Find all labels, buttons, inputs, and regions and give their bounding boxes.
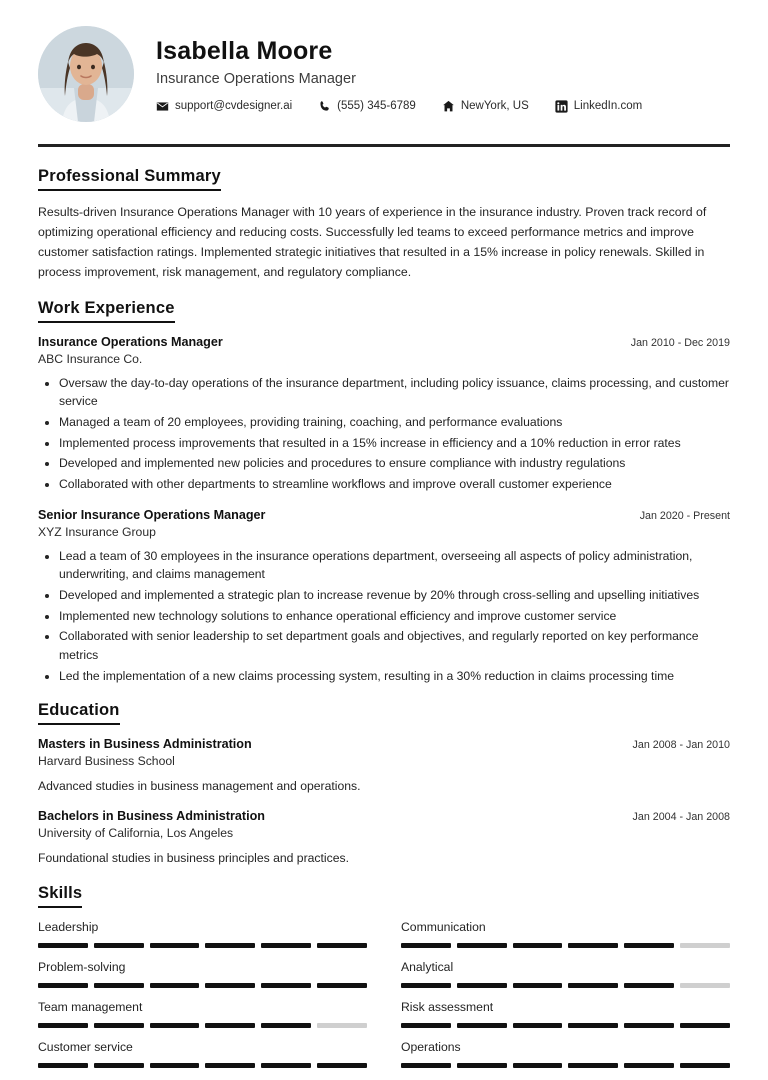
skill-segment (150, 1063, 200, 1068)
page-title: Isabella Moore (156, 37, 333, 66)
list-item: • Collaborated with other departments to streamline workflows and improve overall customer experience (59, 475, 730, 494)
skill-segment (38, 943, 88, 948)
skill-rating-bar (38, 943, 367, 948)
skill-segment (38, 983, 88, 988)
education-description: Advanced studies in business management and operations. (38, 779, 361, 794)
contact-linkedin-text: LinkedIn.com (573, 100, 643, 113)
skill-rating-bar (38, 1023, 367, 1028)
skill-segment (401, 1023, 451, 1028)
experience-company: XYZ Insurance Group (38, 524, 156, 539)
experience-entry (38, 335, 730, 494)
skill-segment (38, 1063, 88, 1068)
skill-segment (150, 1023, 200, 1028)
skill-rating-bar (38, 1063, 367, 1068)
experience-role: Senior Insurance Operations Manager (38, 507, 266, 522)
skill-segment (317, 1023, 367, 1028)
contact-email-text: support@cvdesigner.ai (175, 100, 293, 113)
skill-segment (94, 983, 144, 988)
education-entry (38, 737, 730, 795)
contact-linkedin[interactable] (555, 100, 642, 113)
skill-segment (261, 1063, 311, 1068)
skill-segment (205, 1023, 255, 1028)
skill-label: Communication (401, 919, 486, 934)
section-title-summary: Professional Summary (38, 167, 221, 191)
skill-segment (94, 1063, 144, 1068)
skill-segment (568, 943, 618, 948)
skill-segment (317, 943, 367, 948)
skill-segment (94, 1023, 144, 1028)
skill-segment (457, 983, 507, 988)
experience-company: ABC Insurance Co. (38, 351, 143, 366)
education-date: Jan 2004 - Jan 2008 (632, 811, 730, 824)
skill-rating-bar (401, 1063, 730, 1068)
skill-rating-bar (401, 983, 730, 988)
skill-segment (401, 1063, 451, 1068)
list-item: • Oversaw the day-to-day operations of the insurance department, including policy issuance, claims processing, and customer service (59, 374, 730, 411)
skill-segment (317, 983, 367, 988)
list-item: • Implemented new technology solutions to enhance operational efficiency and improve customer service (59, 607, 730, 626)
location-icon (442, 100, 455, 113)
list-item: • Led the implementation of a new claims processing system, resulting in a 30% reduction in claims processing time (59, 667, 730, 686)
contact-location[interactable] (442, 100, 529, 113)
list-item: • Developed and implemented a strategic plan to increase revenue by 20% through cross-selling and upselling initiatives (59, 586, 730, 605)
experience-bullets (38, 547, 730, 686)
contact-email[interactable] (156, 100, 292, 113)
skill-label: Problem-solving (38, 959, 126, 974)
education-date: Jan 2008 - Jan 2010 (632, 739, 730, 752)
skill-segment (457, 943, 507, 948)
skill-item (38, 1040, 367, 1080)
education-description: Foundational studies in business principles and practices. (38, 851, 349, 866)
skill-segment (261, 983, 311, 988)
skill-segment (205, 943, 255, 948)
skill-segment (261, 943, 311, 948)
skill-segment (624, 983, 674, 988)
skill-segment (568, 1063, 618, 1068)
skill-segment (624, 1023, 674, 1028)
education-school: Harvard Business School (38, 754, 175, 769)
skill-segment (261, 1023, 311, 1028)
contact-phone[interactable] (318, 100, 416, 113)
skill-segment (513, 943, 563, 948)
list-item: • Collaborated with senior leadership to set department goals and objectives, and regularly reported on key performance metrics (59, 627, 730, 664)
skill-label: Operations (401, 1039, 461, 1054)
skill-segment (150, 983, 200, 988)
skills-grid (38, 920, 730, 1080)
skill-segment (624, 1063, 674, 1068)
skill-label: Leadership (38, 919, 99, 934)
section-work-experience (38, 299, 730, 686)
education-degree: Masters in Business Administration (38, 737, 252, 752)
skill-segment (513, 983, 563, 988)
list-item: • Managed a team of 20 employees, providing training, coaching, and performance evaluations (59, 413, 730, 432)
header-text-block (156, 35, 730, 113)
section-title-skills: Skills (38, 884, 82, 908)
contact-row (156, 100, 730, 113)
education-entry-head (38, 809, 730, 823)
skill-item (401, 1040, 730, 1080)
education-school: University of California, Los Angeles (38, 826, 234, 841)
skill-segment (457, 1023, 507, 1028)
skill-segment (205, 1063, 255, 1068)
header-divider (38, 144, 730, 147)
skill-item (401, 1000, 730, 1040)
skill-segment (457, 1063, 507, 1068)
skill-segment (680, 943, 730, 948)
experience-entry-head (38, 508, 730, 522)
skill-segment (568, 983, 618, 988)
education-entry-head (38, 737, 730, 751)
section-education (38, 701, 730, 868)
skill-segment (38, 1023, 88, 1028)
experience-entry-head (38, 335, 730, 349)
linkedin-icon (555, 100, 568, 113)
section-skills (38, 884, 730, 1080)
skill-label: Customer service (38, 1039, 133, 1054)
experience-role: Insurance Operations Manager (38, 334, 223, 349)
skill-segment (624, 943, 674, 948)
skill-segment (680, 1063, 730, 1068)
experience-date: Jan 2010 - Dec 2019 (630, 336, 730, 349)
job-title: Insurance Operations Manager (156, 70, 356, 87)
resume-header (38, 26, 730, 140)
education-entry (38, 809, 730, 867)
skill-segment (401, 983, 451, 988)
skill-segment (150, 943, 200, 948)
skill-item (38, 1000, 367, 1040)
experience-date: Jan 2020 - Present (639, 509, 730, 522)
skill-segment (513, 1023, 563, 1028)
section-title-experience: Work Experience (38, 299, 175, 323)
list-item: • Developed and implemented new policies and procedures to ensure compliance with industry regulations (59, 454, 730, 473)
skill-segment (513, 1063, 563, 1068)
list-item: • Lead a team of 30 employees in the insurance operations department, overseeing all aspects of policy administration, underwriting, and claims management (59, 547, 730, 584)
phone-icon (318, 100, 331, 113)
skill-segment (680, 983, 730, 988)
section-professional-summary (38, 167, 730, 283)
skill-item (401, 960, 730, 1000)
skill-rating-bar (38, 983, 367, 988)
skill-segment (94, 943, 144, 948)
experience-entry (38, 508, 730, 686)
summary-text: Results-driven Insurance Operations Manager with 10 years of experience in the insurance industry. Proven track record of optimizing operational efficiency and reducing costs. Successfully led teams to exceed performance metrics and improve customer satisfaction ratings. Implemented strategic initiatives that resulted in a 15% increase in policy renewals. Skilled in process improvement, risk management, and regulatory compliance. (38, 205, 707, 279)
skill-rating-bar (401, 943, 730, 948)
skill-segment (568, 1023, 618, 1028)
section-title-education: Education (38, 701, 120, 725)
skill-segment (317, 1063, 367, 1068)
education-degree: Bachelors in Business Administration (38, 809, 265, 824)
skill-rating-bar (401, 1023, 730, 1028)
list-item: • Implemented process improvements that resulted in a 15% increase in efficiency and a 10% reduction in error rates (59, 434, 730, 453)
skill-segment (205, 983, 255, 988)
avatar (38, 26, 134, 122)
skill-label: Analytical (401, 959, 454, 974)
skill-label: Risk assessment (401, 999, 494, 1014)
skill-label: Team management (38, 999, 143, 1014)
experience-bullets (38, 374, 730, 494)
contact-phone-text: (555) 345-6789 (337, 100, 416, 113)
skill-item (38, 960, 367, 1000)
skill-segment (401, 943, 451, 948)
envelope-icon (156, 100, 169, 113)
skill-item (38, 920, 367, 960)
skill-item (401, 920, 730, 960)
skill-segment (680, 1023, 730, 1028)
contact-location-text: NewYork, US (460, 100, 529, 113)
